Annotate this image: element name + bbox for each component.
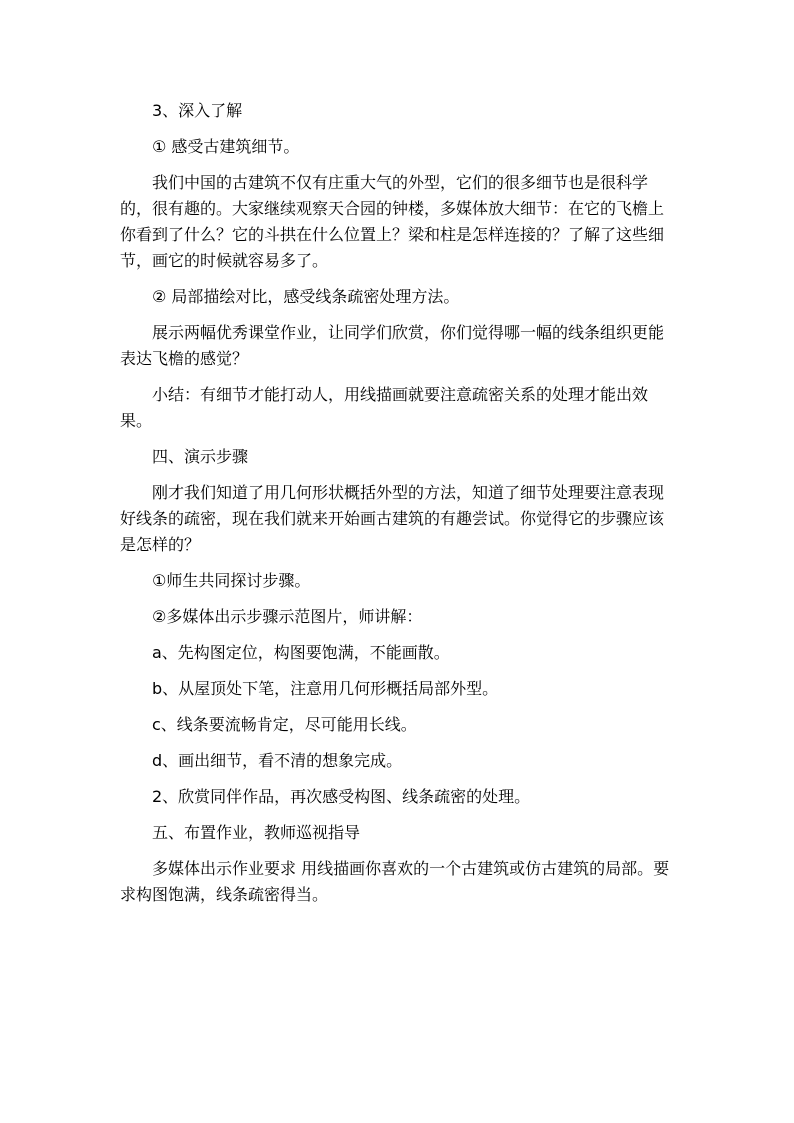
paragraph-homework: 多媒体出示作业要求 用线描画你喜欢的一个古建筑或仿古建筑的局部。要求构图饱满，线条疏密得当。 [120,859,670,904]
section-heading-5: 五、布置作业，教师巡视指导 [152,823,361,842]
list-item-c: c、线条要流畅肯定，尽可能用长线。 [152,715,417,734]
subheading-1: ① 感受古建筑细节。 [152,137,300,156]
section-heading-3: 3、深入了解 [152,101,243,120]
document-page [120,98,678,908]
subheading-2: ② 局部描绘对比，感受线条疏密处理方法。 [152,287,460,306]
list-item-step-2: ②多媒体出示步骤示范图片，师讲解： [152,607,423,626]
section-heading-4: 四、演示步骤 [152,447,249,466]
list-item-a: a、先构图定位，构图要饱满，不能画散。 [152,643,450,662]
paragraph-steps-intro: 刚才我们知道了用几何形状概括外型的方法，知道了细节处理要注意表现好线条的疏密，现在我们就来开始画古建筑的有趣尝试。你觉得它的步骤应该是怎样的？ [120,483,665,554]
paragraph-appreciate: 2、欣赏同伴作品，再次感受构图、线条疏密的处理。 [152,787,531,806]
paragraph-details: 我们中国的古建筑不仅有庄重大气的外型，它们的很多细节也是很科学的，很有趣的。大家继续观察天合园的钟楼，多媒体放大细节：在它的飞檐上你看到了什么？它的斗拱在什么位置上？梁和柱是怎样连接的？了解了这些细节，画它的时候就容易多了。 [120,173,665,270]
paragraph-showcase: 展示两幅优秀课堂作业，让同学们欣赏，你们觉得哪一幅的线条组织更能表达飞檐的感觉？ [120,323,665,368]
list-item-b: b、从屋顶处下笔，注意用几何形概括局部外型。 [152,679,499,698]
list-item-step-1: ①师生共同探讨步骤。 [152,571,311,590]
paragraph-summary: 小结：有细节才能打动人，用线描画就要注意疏密关系的处理才能出效果。 [120,385,649,430]
list-item-d: d、画出细节，看不清的想象完成。 [152,751,403,770]
